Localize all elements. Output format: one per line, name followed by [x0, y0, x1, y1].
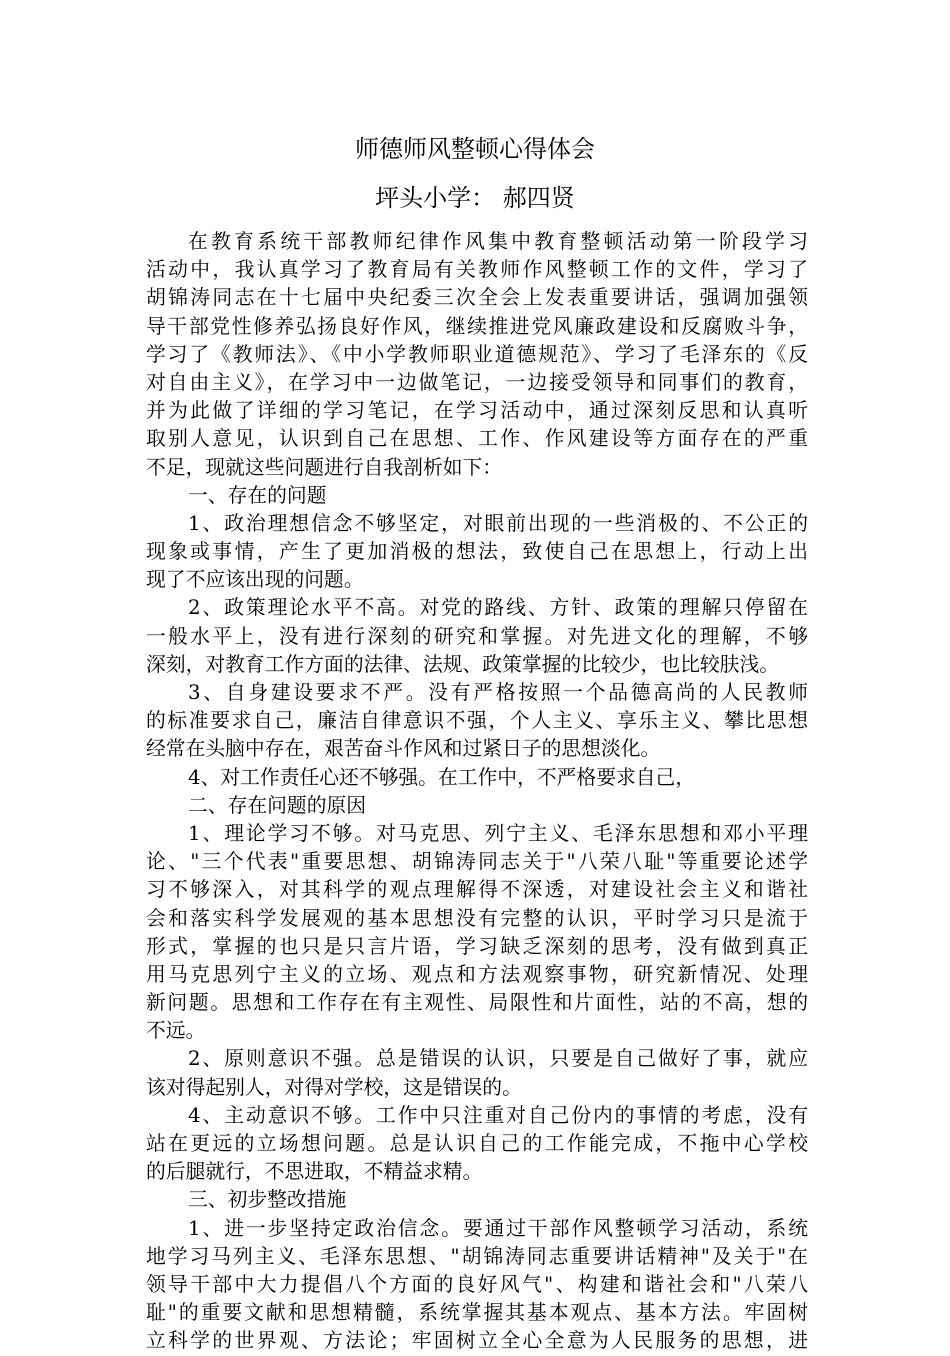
- text-line: 不远。: [146, 1019, 206, 1043]
- text-line: 导干部党性修养弘扬良好作风，继续推进党风廉政建设和反腐败斗争，: [146, 314, 808, 338]
- text-line: 学习了《教师法》、《中小学教师职业道德规范》、学习了毛泽东的《反: [146, 342, 808, 366]
- text-line: 一般水平上，没有进行深刻的研究和掌握。对先进文化的理解，不够: [146, 624, 808, 648]
- text-line: 会和落实科学发展观的基本思想没有完整的认识，平时学习只是流于: [146, 906, 808, 930]
- text-line: 形式，掌握的也只是只言片语，学习缺乏深刻的思考，没有做到真正: [146, 934, 808, 958]
- text-line: 2、原则意识不强。总是错误的认识，只要是自己做好了事，就应: [188, 1047, 808, 1071]
- text-line: 现象或事情，产生了更加消极的想法，致使自己在思想上，行动上出: [146, 540, 808, 564]
- text-line: 领导干部中大力提倡八个方面的良好风气"、构建和谐社会和"八荣八: [146, 1272, 808, 1296]
- text-line: 三、初步整改措施: [188, 1188, 347, 1212]
- text-line: 3、自身建设要求不严。没有严格按照一个品德高尚的人民教师: [188, 681, 808, 704]
- text-line: 的后腿就行，不思进取，不精益求精。: [146, 1160, 483, 1184]
- text-line: 4、主动意识不够。工作中只注重对自己份内的事情的考虑，没有: [188, 1103, 808, 1127]
- text-line: 立科学的世界观、方法论；牢固树立全心全意为人民服务的思想，进: [146, 1329, 808, 1353]
- text-line: 取别人意见，认识到自己在思想、工作、作风建设等方面存在的严重: [146, 427, 808, 451]
- text-line: 胡锦涛同志在十七届中央纪委三次全会上发表重要讲话，强调加强领: [146, 286, 808, 310]
- text-line: 深刻，对教育工作方面的法律、法规、政策掌握的比较少，也比较肤浅。: [146, 652, 780, 676]
- text-line: 现了不应该出现的问题。: [146, 568, 364, 592]
- text-line: 1、进一步坚持定政治信念。要通过干部作风整顿学习活动，系统: [188, 1216, 808, 1240]
- text-line: 4、对工作责任心还不够强。在工作中，不严格要求自己，: [188, 765, 696, 789]
- document-subtitle: 坪头小学： 郝四贤: [375, 184, 575, 212]
- text-line: 论、"三个代表"重要思想、胡锦涛同志关于"八荣八耻"等重要论述学: [146, 850, 808, 874]
- text-line: 二、存在问题的原因: [188, 793, 367, 817]
- text-line: 站在更远的立场想问题。总是认识自己的工作能完成，不拖中心学校: [146, 1132, 808, 1155]
- text-line: 1、理论学习不够。对马克思、列宁主义、毛泽东思想和邓小平理: [188, 821, 808, 845]
- text-line: 耻"的重要文献和思想精髓，系统掌握其基本观点、基本方法。牢固树: [146, 1301, 808, 1325]
- text-line: 经常在头脑中存在，艰苦奋斗作风和过紧日子的思想淡化。: [146, 737, 661, 761]
- text-line: 并为此做了详细的学习笔记，在学习活动中，通过深刻反思和认真听: [146, 399, 808, 423]
- document-body: [146, 228, 808, 1356]
- text-line: 习不够深入，对其科学的观点理解得不深透，对建设社会主义和谐社: [146, 878, 808, 902]
- text-line: 2、政策理论水平不高。对党的路线、方针、政策的理解只停留在: [188, 596, 808, 620]
- text-line: 不足，现就这些问题进行自我剖析如下：: [146, 455, 503, 479]
- text-line: 活动中，我认真学习了教育局有关教师作风整顿工作的文件，学习了: [146, 258, 808, 282]
- text-line: 1、政治理想信念不够坚定，对眼前出现的一些消极的、不公正的: [188, 511, 808, 535]
- text-line: 的标准要求自己，廉洁自律意识不强，个人主义、享乐主义、攀比思想: [146, 709, 808, 733]
- document-title: 师德师风整顿心得体会: [355, 135, 595, 163]
- text-line: 对自由主义》，在学习中一边做笔记，一边接受领导和同事们的教育，: [146, 370, 808, 394]
- text-line: 用马克思列宁主义的立场、观点和方法观察事物，研究新情况、处理: [146, 962, 808, 986]
- text-line: 新问题。思想和工作存在有主观性、局限性和片面性，站的不高，想的: [146, 991, 808, 1015]
- text-line: 地学习马列主义、毛泽东思想、"胡锦涛同志重要讲话精神"及关于"在: [146, 1244, 808, 1268]
- text-line: 在教育系统干部教师纪律作风集中教育整顿活动第一阶段学习: [188, 230, 808, 253]
- text-line: 该对得起别人，对得对学校，这是错误的。: [146, 1075, 522, 1099]
- text-line: 一、存在的问题: [188, 483, 327, 507]
